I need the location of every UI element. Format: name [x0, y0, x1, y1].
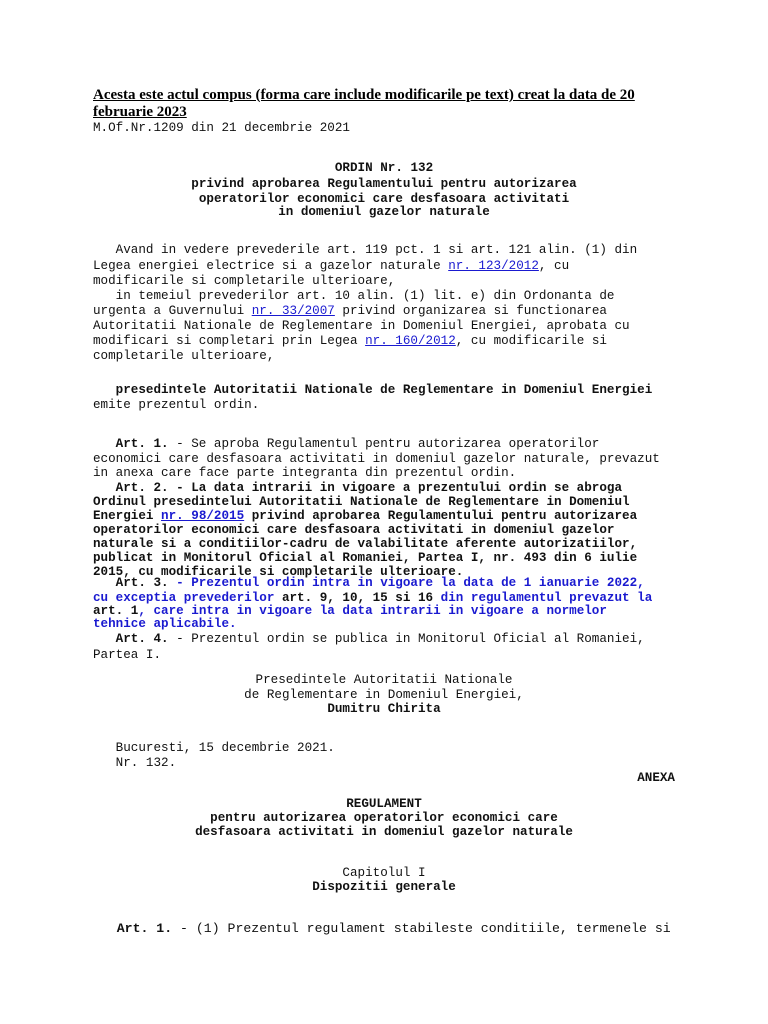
preamble-text: urgenta a Guvernului [93, 304, 252, 318]
article-2-line: Ordinul presedintelui Autoritatii Nationale de Reglementare in Domeniul [93, 495, 630, 509]
article-text: - Prezentul ordin intra in vigoare la data de 1 ianuarie 2022, [168, 576, 645, 590]
article-label: Art. 1. [93, 437, 169, 451]
article-1-line [93, 437, 683, 453]
article-text: cu exceptia prevederilor [93, 591, 282, 605]
issuer-line: emite prezentul ordin. [93, 398, 260, 412]
preamble-line [93, 259, 683, 275]
article-reference: art. 9, 10, 15 si 16 [281, 591, 434, 605]
law-link-33-2007[interactable]: nr. 33/2007 [251, 304, 335, 318]
signature-line: Presedintele Autoritatii Nationale [255, 673, 513, 687]
monitor-oficial-ref: M.Of.Nr.1209 din 21 decembrie 2021 [93, 121, 350, 135]
regulament-subtitle-line-1: pentru autorizarea operatorilor economici care [210, 811, 558, 825]
article-text: - Prezentul ordin se publica in Monitorul Oficial al Romaniei, [168, 632, 645, 646]
article-text: - Se aproba Regulamentul pentru autorizarea operatorilor [168, 437, 600, 451]
article-3-line [93, 576, 683, 592]
preamble-text: privind organizarea si functionarea [334, 304, 607, 318]
law-link-123-2012[interactable]: nr. 123/2012 [448, 259, 539, 273]
regulament-title: REGULAMENT [346, 797, 422, 811]
article-3-line: tehnice aplicabile. [93, 617, 237, 631]
article-2-line: publicat in Monitorul Oficial al Romaniei, Partea I, nr. 493 din 6 iulie [93, 551, 638, 565]
article-1-line: economici care desfasoara activitati in domeniul gazelor naturale, prevazut [93, 452, 660, 466]
article-1-line: in anexa care face parte integranta din prezentul ordin. [93, 466, 517, 480]
issuer-line: presedintele Autoritatii Nationale de Reglementare in Domeniul Energiei [93, 383, 653, 397]
article-4-line [93, 632, 683, 648]
ordin-subtitle-line-2: operatorilor economici care desfasoara activitati [198, 192, 570, 206]
preamble-text: Legea energiei electrice si a gazelor naturale [93, 259, 449, 273]
article-2-line: 2015, cu modificarile si completarile ulterioare. [93, 565, 464, 579]
article-text: - La data intrarii in vigoare a prezentului ordin se abroga [168, 481, 623, 495]
preamble-text: , cu [538, 259, 570, 273]
order-number: Nr. 132. [93, 756, 177, 770]
preamble-line [93, 334, 683, 350]
regulament-article-1-line [93, 921, 683, 937]
law-link-160-2012[interactable]: nr. 160/2012 [365, 334, 456, 348]
document-header: Acesta este actul compus (forma care include modificarile pe text) creat la data de 20 februarie 2023 [93, 87, 635, 120]
ordin-subtitle-line-3: in domeniul gazelor naturale [278, 205, 490, 219]
article-2-line: naturale si a conditiilor-cadru de valabilitate aferente autorizatiilor, [93, 537, 638, 551]
preamble-line [93, 304, 683, 320]
preamble-line: completarile ulterioare, [93, 349, 275, 363]
article-label: Art. 3. [93, 576, 169, 590]
ordin-subtitle-line-1: privind aprobarea Regulamentului pentru autorizarea [191, 177, 577, 191]
place-date: Bucuresti, 15 decembrie 2021. [93, 741, 335, 755]
article-text: din regulamentul prevazut la [433, 591, 653, 605]
article-text: Energiei [93, 509, 162, 523]
article-reference: art. 1 [93, 604, 139, 618]
anexa-label: ANEXA [637, 771, 675, 785]
article-text: privind aprobarea Regulamentului pentru autorizarea [244, 509, 638, 523]
preamble-line: modificarile si completarile ulterioare, [93, 274, 396, 288]
preamble-line: Avand in vedere prevederile art. 119 pct. 1 si art. 121 alin. (1) din [93, 243, 638, 257]
preamble-line: in temeiul prevederilor art. 10 alin. (1) lit. e) din Ordonanta de [93, 289, 615, 303]
article-2-line: operatorilor economici care desfasoara activitati in domeniul gazelor [93, 523, 615, 537]
article-text: - (1) Prezentul regulament stabileste conditiile, termenele si [172, 921, 671, 936]
ordin-title: ORDIN Nr. 132 [334, 161, 434, 175]
chapter-title: Dispozitii generale [312, 880, 456, 894]
article-label: Art. 4. [93, 632, 169, 646]
article-4-line: Partea I. [93, 648, 162, 662]
law-link-98-2015[interactable]: nr. 98/2015 [161, 509, 245, 523]
article-label: Art. 1. [93, 921, 173, 936]
regulament-subtitle-line-2: desfasoara activitati in domeniul gazelor naturale [195, 825, 573, 839]
preamble-text: modificari si completari prin Legea [93, 334, 366, 348]
preamble-text: , cu modificarile si [455, 334, 607, 348]
signatory-name: Dumitru Chirita [327, 702, 441, 716]
article-label: Art. 2. [93, 481, 169, 495]
article-text: , care intra in vigoare la data intrarii in vigoare a normelor [138, 604, 607, 618]
signature-line: de Reglementare in Domeniul Energiei, [244, 688, 524, 702]
chapter-label: Capitolul I [342, 866, 426, 880]
preamble-line: Autoritatii Nationale de Reglementare in Domeniul Energiei, aprobata cu [93, 319, 630, 333]
